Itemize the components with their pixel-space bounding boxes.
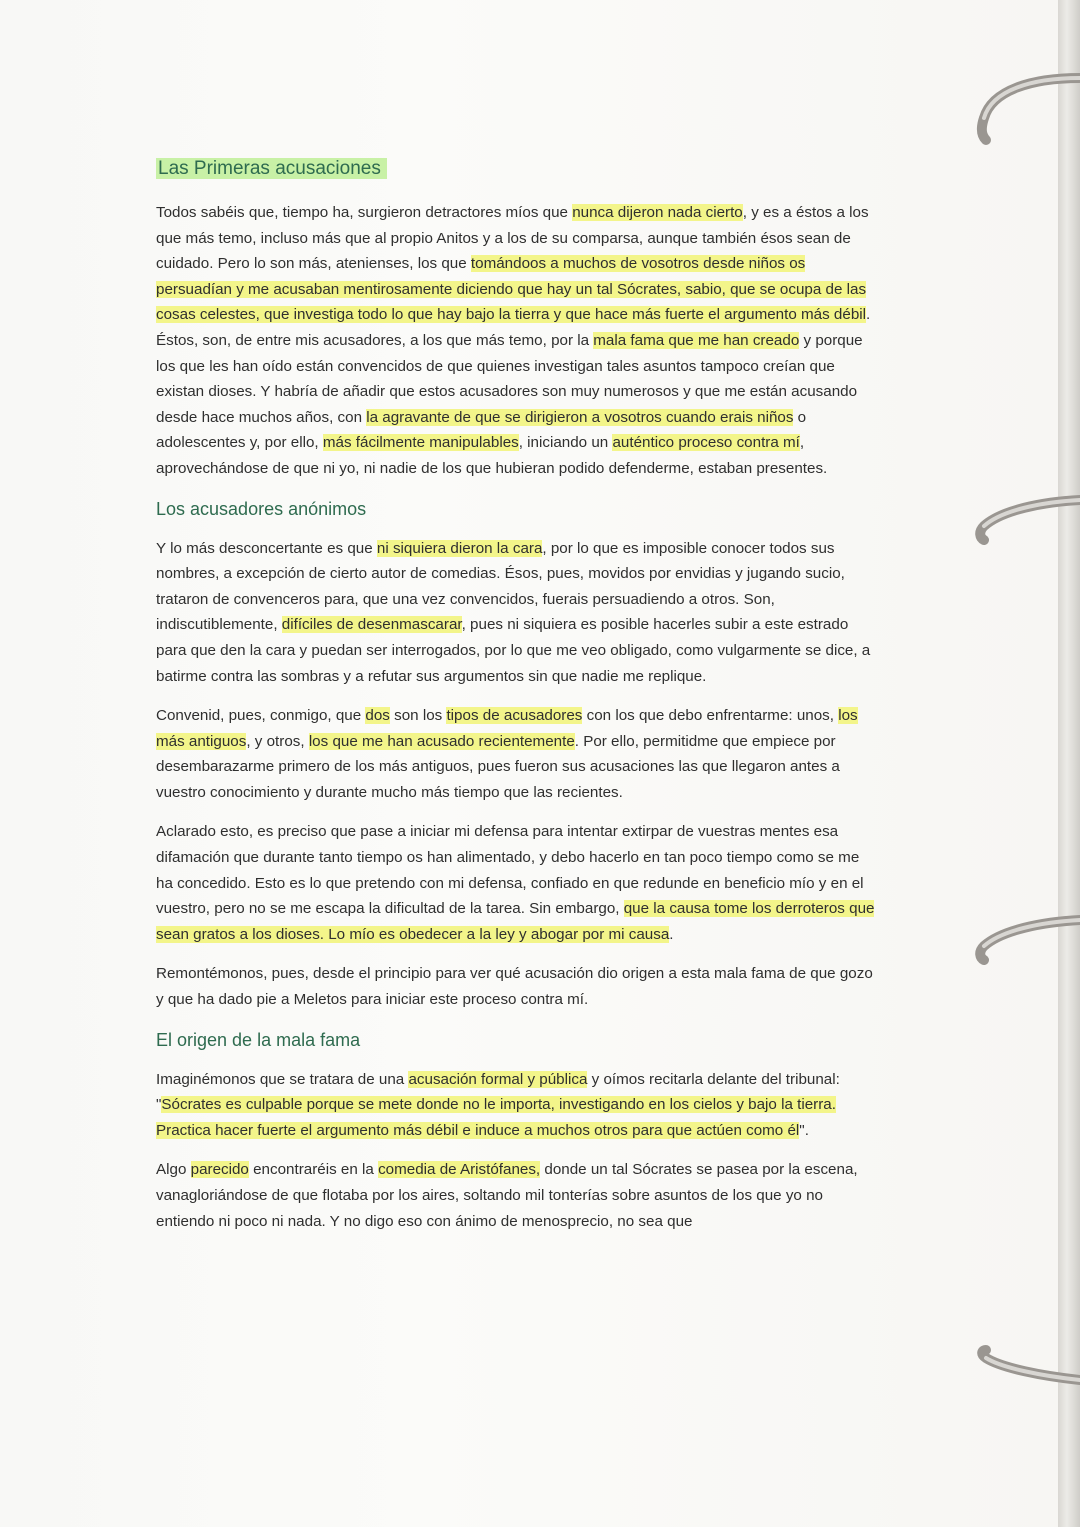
text-run: , iniciando un [518, 434, 613, 452]
highlighted-text: la agravante de que se dirigieron a vosotros cuando erais niños [366, 408, 794, 426]
text-run: , aprovechándose de que ni yo, ni nadie de los que hubieran podido defenderme, estaban presentes. [156, 434, 828, 477]
text-run: , por lo que es imposible conocer todos sus nombres, a excepción de cierto autor de comedias. Ésos, pues, movidos por envidias y jugando sucio, trataron de convenceros para, que una vez convencidos, fuerais persuadiendo a otros. Son, indiscutiblemente, [156, 539, 845, 634]
text-run: . [669, 925, 674, 943]
text-run: son los [389, 707, 447, 725]
text-run: , y es a éstos a los que más temo, incluso más que al propio Anitos y a los de su comparsa, aunque también ésos sean de cuidado. Pero lo son más, atenienses, los que [156, 204, 869, 273]
highlighted-text: comedia de Aristófanes, [378, 1161, 541, 1179]
paragraph [156, 200, 880, 482]
highlighted-text: los más antiguos [156, 707, 858, 750]
text-run: o adolescentes y, por ello, [156, 408, 807, 452]
highlighted-text: que la causa tome los derroteros que sean gratos a los dioses. Lo mío es obedecer a la ley y abogar por mi causa [156, 900, 875, 943]
highlighted-text: auténtico proceso contra mí [612, 434, 800, 452]
text-run: Y lo más desconcertante es que [156, 539, 377, 557]
binder-ring-icon [962, 492, 1080, 572]
highlighted-text: ni siquiera dieron la cara [376, 539, 543, 557]
highlighted-text: más fácilmente manipulables [322, 434, 519, 452]
highlighted-text: parecido [190, 1161, 249, 1179]
text-run: , y otros, [246, 732, 309, 750]
text-run: donde un tal Sócrates se pasea por la escena, vanagloriándose de que flotaba por los aires, soltando mil tonterías sobre asuntos de los que yo no entiendo ni poco ni nada. Y no digo eso con ánimo de menosprecio, no sea que [156, 1161, 858, 1230]
highlighted-text: Sócrates es culpable porque se mete donde no le importa, investigando en los cielos y bajo la tierra. Practica hacer fuerte el argumento más débil e induce a muchos otros para que actúen como él [156, 1096, 836, 1139]
highlighted-text: nunca dijeron nada cierto [572, 204, 743, 221]
text-run: y porque los que les han oído están convencidos de que quienes investigan tales asuntos tampoco creían que existan dioses. Y habría de añadir que estos acusadores son muy numerosos y que me están acusando desde hace muchos años, con [156, 331, 863, 426]
section-heading: Los acusadores anónimos [156, 498, 367, 519]
page-edge [1058, 0, 1080, 1527]
binder-ring-icon [962, 1344, 1080, 1424]
text-run: encontraréis en la [248, 1161, 379, 1179]
highlighted-text: difíciles de desenmascarar [281, 616, 462, 634]
paragraph [156, 961, 880, 1012]
text-run: Todos sabéis que, tiempo ha, surgieron detractores míos que [156, 204, 573, 221]
document-body [156, 156, 880, 1248]
text-run: Algo [156, 1161, 191, 1179]
binder-ring-icon [962, 70, 1080, 150]
paragraph [156, 1067, 880, 1144]
highlighted-text: tipos de acusadores [446, 707, 583, 725]
text-run: Remontémonos, pues, desde el principio para ver qué acusación dio origen a esta mala fama de que gozo y que ha dado pie a Meletos para iniciar este proceso contra mí. [156, 965, 873, 1009]
text-run: ". [799, 1121, 809, 1139]
highlighted-text: acusación formal y pública [408, 1070, 588, 1088]
binder-ring-icon [962, 912, 1080, 992]
text-run: y oímos recitarla delante del tribunal: " [156, 1070, 840, 1114]
text-run: Convenid, pues, conmigo, que [156, 707, 366, 725]
text-run: . Por ello, permitidme que empiece por desembarazarme primero de los más antiguos, pues fueron sus acusaciones las que llegaron antes a vuestro conocimiento y durante mucho más tiempo que las recientes. [156, 732, 840, 801]
highlighted-text: los que me han acusado recientemente [308, 732, 575, 750]
text-run: con los que debo enfrentarme: unos, [582, 707, 839, 725]
text-run: , pues ni siquiera es posible hacerles subir a este estrado para que den la cara y puedan ser interrogados, por lo que me veo obligado, como vulgarmente se dice, a batirme contra las sombras y a refutar sus argumentos sin que nadie me replique. [156, 616, 871, 685]
highlighted-text: dos [365, 707, 390, 725]
section-heading: El origen de la mala fama [156, 1029, 361, 1050]
highlighted-text: mala fama que me han creado [593, 331, 800, 349]
highlighted-text: tomándoos a muchos de vosotros desde niños os persuadían y me acusaban mentirosamente diciendo que hay un tal Sócrates, sabio, que se ocupa de las cosas celestes, que investiga todo lo que hay bajo la tierra y que hace más fuerte el argumento más débil [156, 255, 867, 324]
section-heading: Las Primeras acusaciones [156, 156, 880, 182]
paragraph [156, 819, 880, 947]
paragraph [156, 536, 880, 690]
paragraph [156, 1157, 880, 1234]
text-run: Imaginémonos que se tratara de una [156, 1070, 409, 1088]
paragraph [156, 703, 880, 805]
text-run: Aclarado esto, es preciso que pase a iniciar mi defensa para intentar extirpar de vuestras mentes esa difamación que durante tanto tiempo os han alimentado, y debo hacerlo en tan poco tiempo como se me ha concedido. Esto es lo que pretendo con mi defensa, confiado en que redunde en beneficio mío y en el vuestro, pero no se me escapa la dificultad de la tarea. Sin embargo, [156, 823, 864, 918]
text-run: . Éstos, son, de entre mis acusadores, a los que más temo, por la [156, 306, 871, 349]
